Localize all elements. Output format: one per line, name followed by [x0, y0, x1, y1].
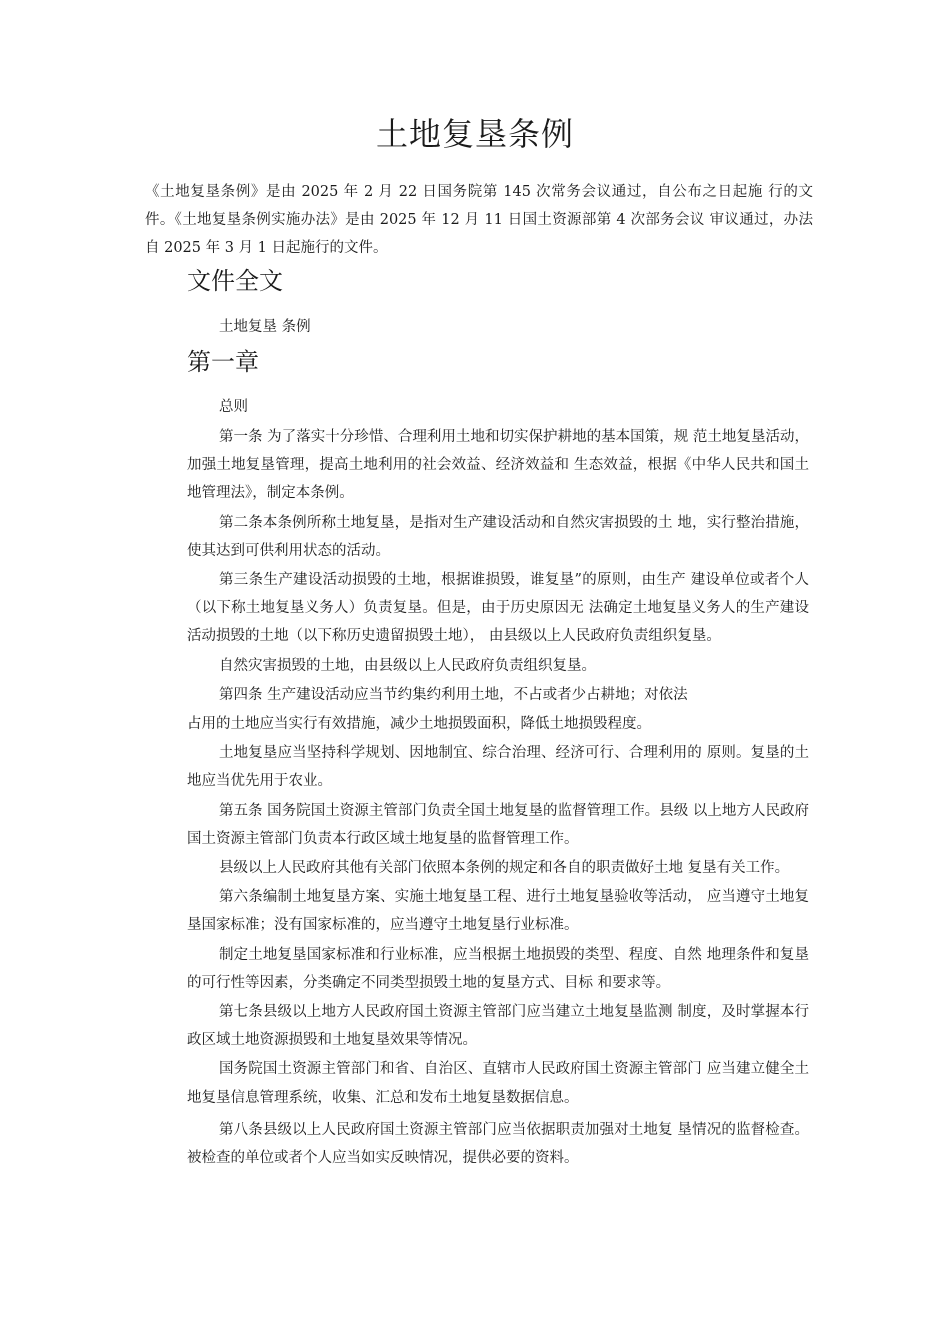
- article-paragraph: 第八条县级以上人民政府国土资源主管部门应当依据职责加强对土地复 垦情况的监督检查。被检查的单位或者个人应当如实反映情况，提供必要的资料。: [187, 1121, 809, 1167]
- document-subtitle: 土地复垦 条例: [219, 319, 311, 335]
- section-heading: 文件全文: [187, 267, 283, 295]
- article-paragraph: 土地复垦应当坚持科学规划、因地制宜、综合治理、经济可行、合理利用的 原则。复垦的土地应当优先用于农业。: [187, 745, 809, 790]
- article-body: [187, 423, 809, 1173]
- chapter-heading: 第一章: [187, 348, 259, 376]
- article-paragraph: 第二条本条例所称土地复垦，是指对生产建设活动和自然灾害损毁的土 地，实行整治措施，使其达到可供利用状态的活动。: [187, 514, 809, 559]
- document-title: 土地复垦条例: [375, 115, 574, 153]
- article-paragraph: 自然灾害损毁的土地，由县级以上人民政府负责组织复垦。: [219, 657, 596, 674]
- article-paragraph: 制定土地复垦国家标准和行业标准，应当根据土地损毁的类型、程度、自然 地理条件和复垦的可行性等因素，分类确定不同类型损毁土地的复垦方式、目标 和要求等。: [187, 946, 809, 991]
- article-paragraph: 第四条 生产建设活动应当节约集约利用土地，不占或者少占耕地；对依法: [219, 686, 688, 703]
- article-paragraph: 国务院国土资源主管部门和省、自治区、直辖市人民政府国土资源主管部门 应当建立健全土地复垦信息管理系统，收集、汇总和发布土地复垦数据信息。: [187, 1061, 809, 1106]
- article-paragraph: 占用的土地应当实行有效措施，减少土地损毁面积，降低土地损毁程度。: [187, 716, 651, 733]
- article-paragraph: 第七条县级以上地方人民政府国土资源主管部门应当建立土地复垦监测 制度，及时掌握本行政区域土地资源损毁和土地复垦效果等情况。: [187, 1004, 809, 1049]
- article-paragraph: 第三条生产建设活动损毁的土地，根据谁损毁，谁复垦”的原则，由生产 建设单位或者个人（以下称土地复垦义务人）负责复垦。但是，由于历史原因无 法确定土地复垦义务人的生产建设活动损毁的土地（以下称历史遗留损毁土地）， 由县级以上人民政府负责组织复垦。: [187, 572, 809, 645]
- article-paragraph: 第一条 为了落实十分珍惜、合理利用土地和切实保护耕地的基本国策，规 范土地复垦活动，加强土地复垦管理，提高土地利用的社会效益、经济效益和 生态效益，根据《中华人民共和国土地管理法》，制定本条例。: [187, 429, 809, 502]
- article-paragraph: 县级以上人民政府其他有关部门依照本条例的规定和各自的职责做好土地 复垦有关工作。: [219, 860, 790, 877]
- intro-paragraph: 《土地复垦条例》是由 2025 年 2 月 22 日国务院第 145 次常务会议通过，自公布之日起施 行的文件。《土地复垦条例实施办法》是由 2025 年 12 月 11 日国土资源部第 4 次部务会议 审议通过，办法自 2025 年 3 月 1 日起施行的文件。: [145, 184, 813, 256]
- chapter-title: 总则: [219, 399, 248, 415]
- article-paragraph: 第六条编制土地复垦方案、实施土地复垦工程、进行土地复垦验收等活动， 应当遵守土地复垦国家标准；没有国家标准的，应当遵守土地复垦行业标准。: [187, 889, 809, 934]
- article-paragraph: 第五条 国务院国土资源主管部门负责全国土地复垦的监督管理工作。县级 以上地方人民政府国土资源主管部门负责本行政区域土地复垦的监督管理工作。: [187, 802, 809, 847]
